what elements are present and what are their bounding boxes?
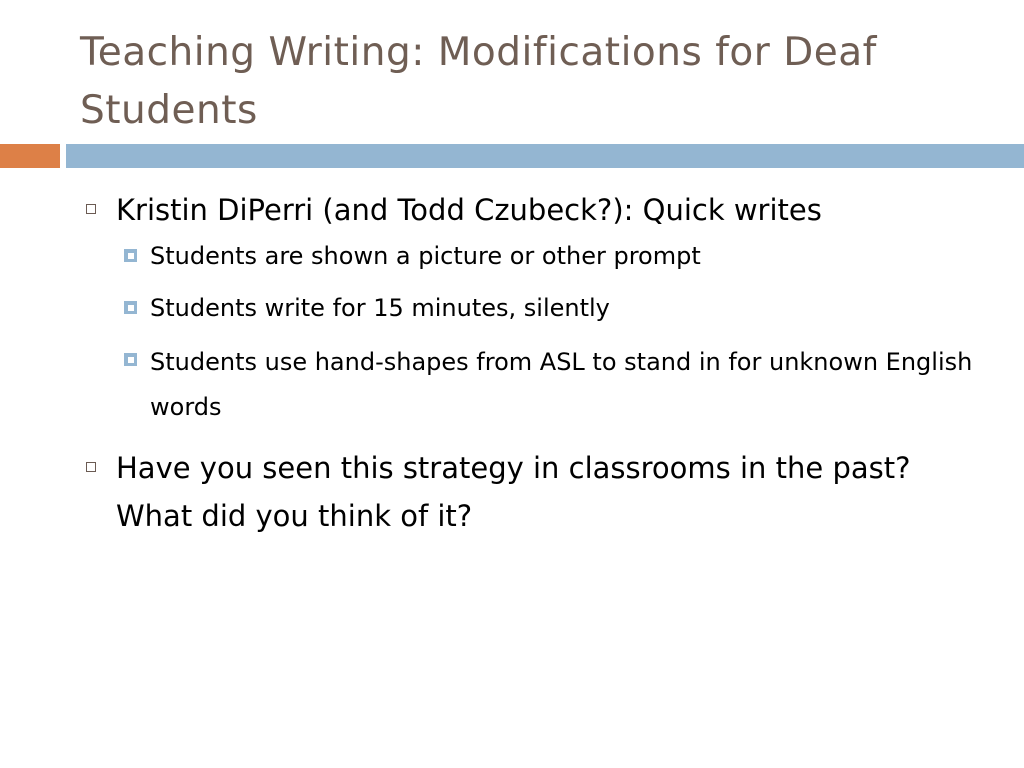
slide-content — [80, 186, 980, 540]
square-bullet-icon — [124, 301, 137, 314]
sub-bullet-text: Students are shown a picture or other prompt — [150, 242, 701, 270]
hollow-square-bullet-icon — [86, 462, 96, 472]
hollow-square-bullet-icon — [86, 204, 96, 214]
sub-bullet-item — [80, 288, 980, 329]
bullet-text: Have you seen this strategy in classrooms in the past? What did you think of it? — [116, 451, 911, 533]
slide-title: Teaching Writing: Modifications for Deaf Students — [80, 30, 877, 133]
sub-bullet-text: Students write for 15 minutes, silently — [150, 294, 610, 322]
bullet-text: Kristin DiPerri (and Todd Czubeck?): Quick writes — [116, 193, 822, 227]
sub-bullet-list — [80, 236, 980, 430]
sub-bullet-item — [80, 236, 980, 277]
title-rule-orange — [0, 144, 60, 168]
bullet-item — [80, 444, 980, 540]
title-rule-blue — [66, 144, 1024, 168]
square-bullet-icon — [124, 249, 137, 262]
square-bullet-icon — [124, 353, 137, 366]
bullet-item — [80, 186, 980, 234]
sub-bullet-text: Students use hand-shapes from ASL to stand in for unknown English words — [150, 348, 973, 421]
sub-bullet-item — [80, 340, 980, 430]
